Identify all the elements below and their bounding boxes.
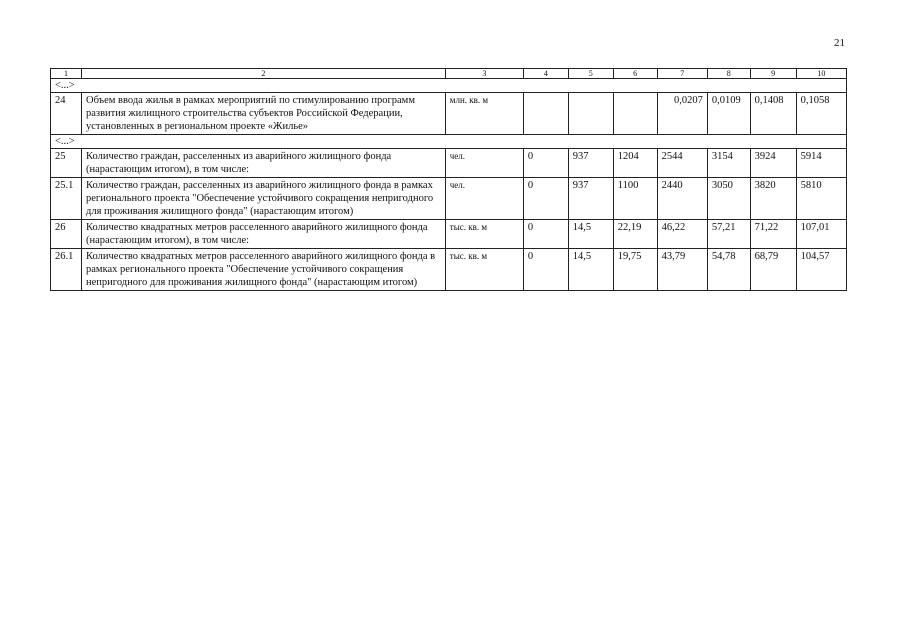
value-cell: 14,5: [568, 249, 613, 291]
value-cell: 0,1058: [796, 93, 846, 135]
row-number: 24: [51, 93, 82, 135]
indicator-name: Объем ввода жилья в рамках мероприятий по стимулированию программ развития жилищного строительства субъектов Российской Федерации, установленных в региональном проекте «Жилье»: [82, 93, 446, 135]
indicator-name: Количество граждан, расселенных из аварийного жилищного фонда (нарастающим итогом), в том числе:: [82, 149, 446, 178]
value-cell: 0: [523, 178, 568, 220]
indicator-name: Количество квадратных метров расселенного аварийного жилищного фонда в рамках регионального проекта "Обеспечение устойчивого сокращения непригодного для проживания жилищного фонда" (нарастающим итогом): [82, 249, 446, 291]
indicator-name: Количество квадратных метров расселенного аварийного жилищного фонда (нарастающим итогом), в том числе:: [82, 220, 446, 249]
value-cell: 0,0207: [657, 93, 707, 135]
table-row: [51, 93, 847, 135]
column-header: 10: [796, 69, 846, 79]
value-cell: 5810: [796, 178, 846, 220]
page-number: 21: [834, 37, 845, 49]
column-header: 3: [445, 69, 523, 79]
value-cell: 19,75: [613, 249, 657, 291]
column-header: 9: [750, 69, 796, 79]
unit-cell: чел.: [445, 178, 523, 220]
ellipsis-row: [51, 79, 847, 93]
value-cell: 107,01: [796, 220, 846, 249]
table-row: [51, 149, 847, 178]
value-cell: [568, 93, 613, 135]
value-cell: 57,21: [707, 220, 750, 249]
value-cell: 1100: [613, 178, 657, 220]
ellipsis-marker: <...>: [51, 79, 847, 93]
value-cell: 3924: [750, 149, 796, 178]
value-cell: 1204: [613, 149, 657, 178]
value-cell: 2544: [657, 149, 707, 178]
table-header-row: [51, 69, 847, 79]
row-number: 25: [51, 149, 82, 178]
row-number: 26.1: [51, 249, 82, 291]
value-cell: 104,57: [796, 249, 846, 291]
column-header: 8: [707, 69, 750, 79]
value-cell: 2440: [657, 178, 707, 220]
row-number: 26: [51, 220, 82, 249]
value-cell: 3820: [750, 178, 796, 220]
value-cell: 937: [568, 149, 613, 178]
value-cell: 937: [568, 178, 613, 220]
value-cell: 22,19: [613, 220, 657, 249]
unit-cell: млн. кв. м: [445, 93, 523, 135]
column-header: 7: [657, 69, 707, 79]
indicators-table: [50, 68, 847, 291]
value-cell: 46,22: [657, 220, 707, 249]
column-header: 2: [82, 69, 446, 79]
indicator-name: Количество граждан, расселенных из аварийного жилищного фонда в рамках регионального проекта "Обеспечение устойчивого сокращения непригодного для проживания жилищного фонда" (нарастающим итогом): [82, 178, 446, 220]
value-cell: 68,79: [750, 249, 796, 291]
column-header: 1: [51, 69, 82, 79]
value-cell: [523, 93, 568, 135]
unit-cell: тыс. кв. м: [445, 249, 523, 291]
value-cell: 0: [523, 220, 568, 249]
value-cell: 3154: [707, 149, 750, 178]
column-header: 4: [523, 69, 568, 79]
table-row: [51, 178, 847, 220]
value-cell: 0: [523, 249, 568, 291]
value-cell: 54,78: [707, 249, 750, 291]
ellipsis-row: [51, 135, 847, 149]
table-row: [51, 220, 847, 249]
row-number: 25.1: [51, 178, 82, 220]
value-cell: 0: [523, 149, 568, 178]
column-header: 6: [613, 69, 657, 79]
value-cell: 0,0109: [707, 93, 750, 135]
value-cell: 0,1408: [750, 93, 796, 135]
value-cell: [613, 93, 657, 135]
value-cell: 71,22: [750, 220, 796, 249]
unit-cell: чел.: [445, 149, 523, 178]
value-cell: 3050: [707, 178, 750, 220]
column-header: 5: [568, 69, 613, 79]
value-cell: 14,5: [568, 220, 613, 249]
value-cell: 5914: [796, 149, 846, 178]
ellipsis-marker: <...>: [51, 135, 847, 149]
table-row: [51, 249, 847, 291]
unit-cell: тыс. кв. м: [445, 220, 523, 249]
value-cell: 43,79: [657, 249, 707, 291]
